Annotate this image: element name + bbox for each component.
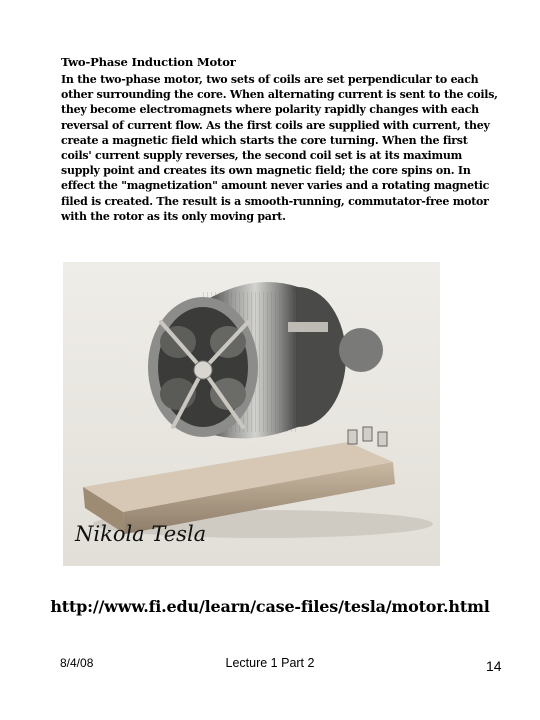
slide-heading: Two-Phase Induction Motor (61, 55, 236, 69)
source-url-link[interactable]: http://www.fi.edu/learn/case-files/tesla/motor.html (50, 597, 490, 616)
footer-page-number: 14 (486, 658, 502, 674)
footer-lecture-title: Lecture 1 Part 2 (225, 656, 315, 670)
photo-caption: Nikola Tesla (75, 522, 207, 546)
footer-date: 8/4/08 (60, 656, 94, 670)
slide-body-text: In the two-phase motor, two sets of coils are set perpendicular to each other surrounding the core. When alternating current is sent to the coils, they become electromagnets where polarity rapidly changes with each reversal of current flow. As the first coils are supplied with current, they create a magnetic field which starts the core turning. When the first coils' current supply reverses, the second coil set is at its maximum supply point and creates its own magnetic field; the core spins on. In effect the "magnetization" amount never varies and a rotating magnetic filed is created. The result is a smooth-running, commutator-free motor with the rotor as its only moving part. (61, 73, 498, 223)
tesla-motor-photo (63, 262, 440, 566)
motor-illustration (63, 262, 440, 566)
